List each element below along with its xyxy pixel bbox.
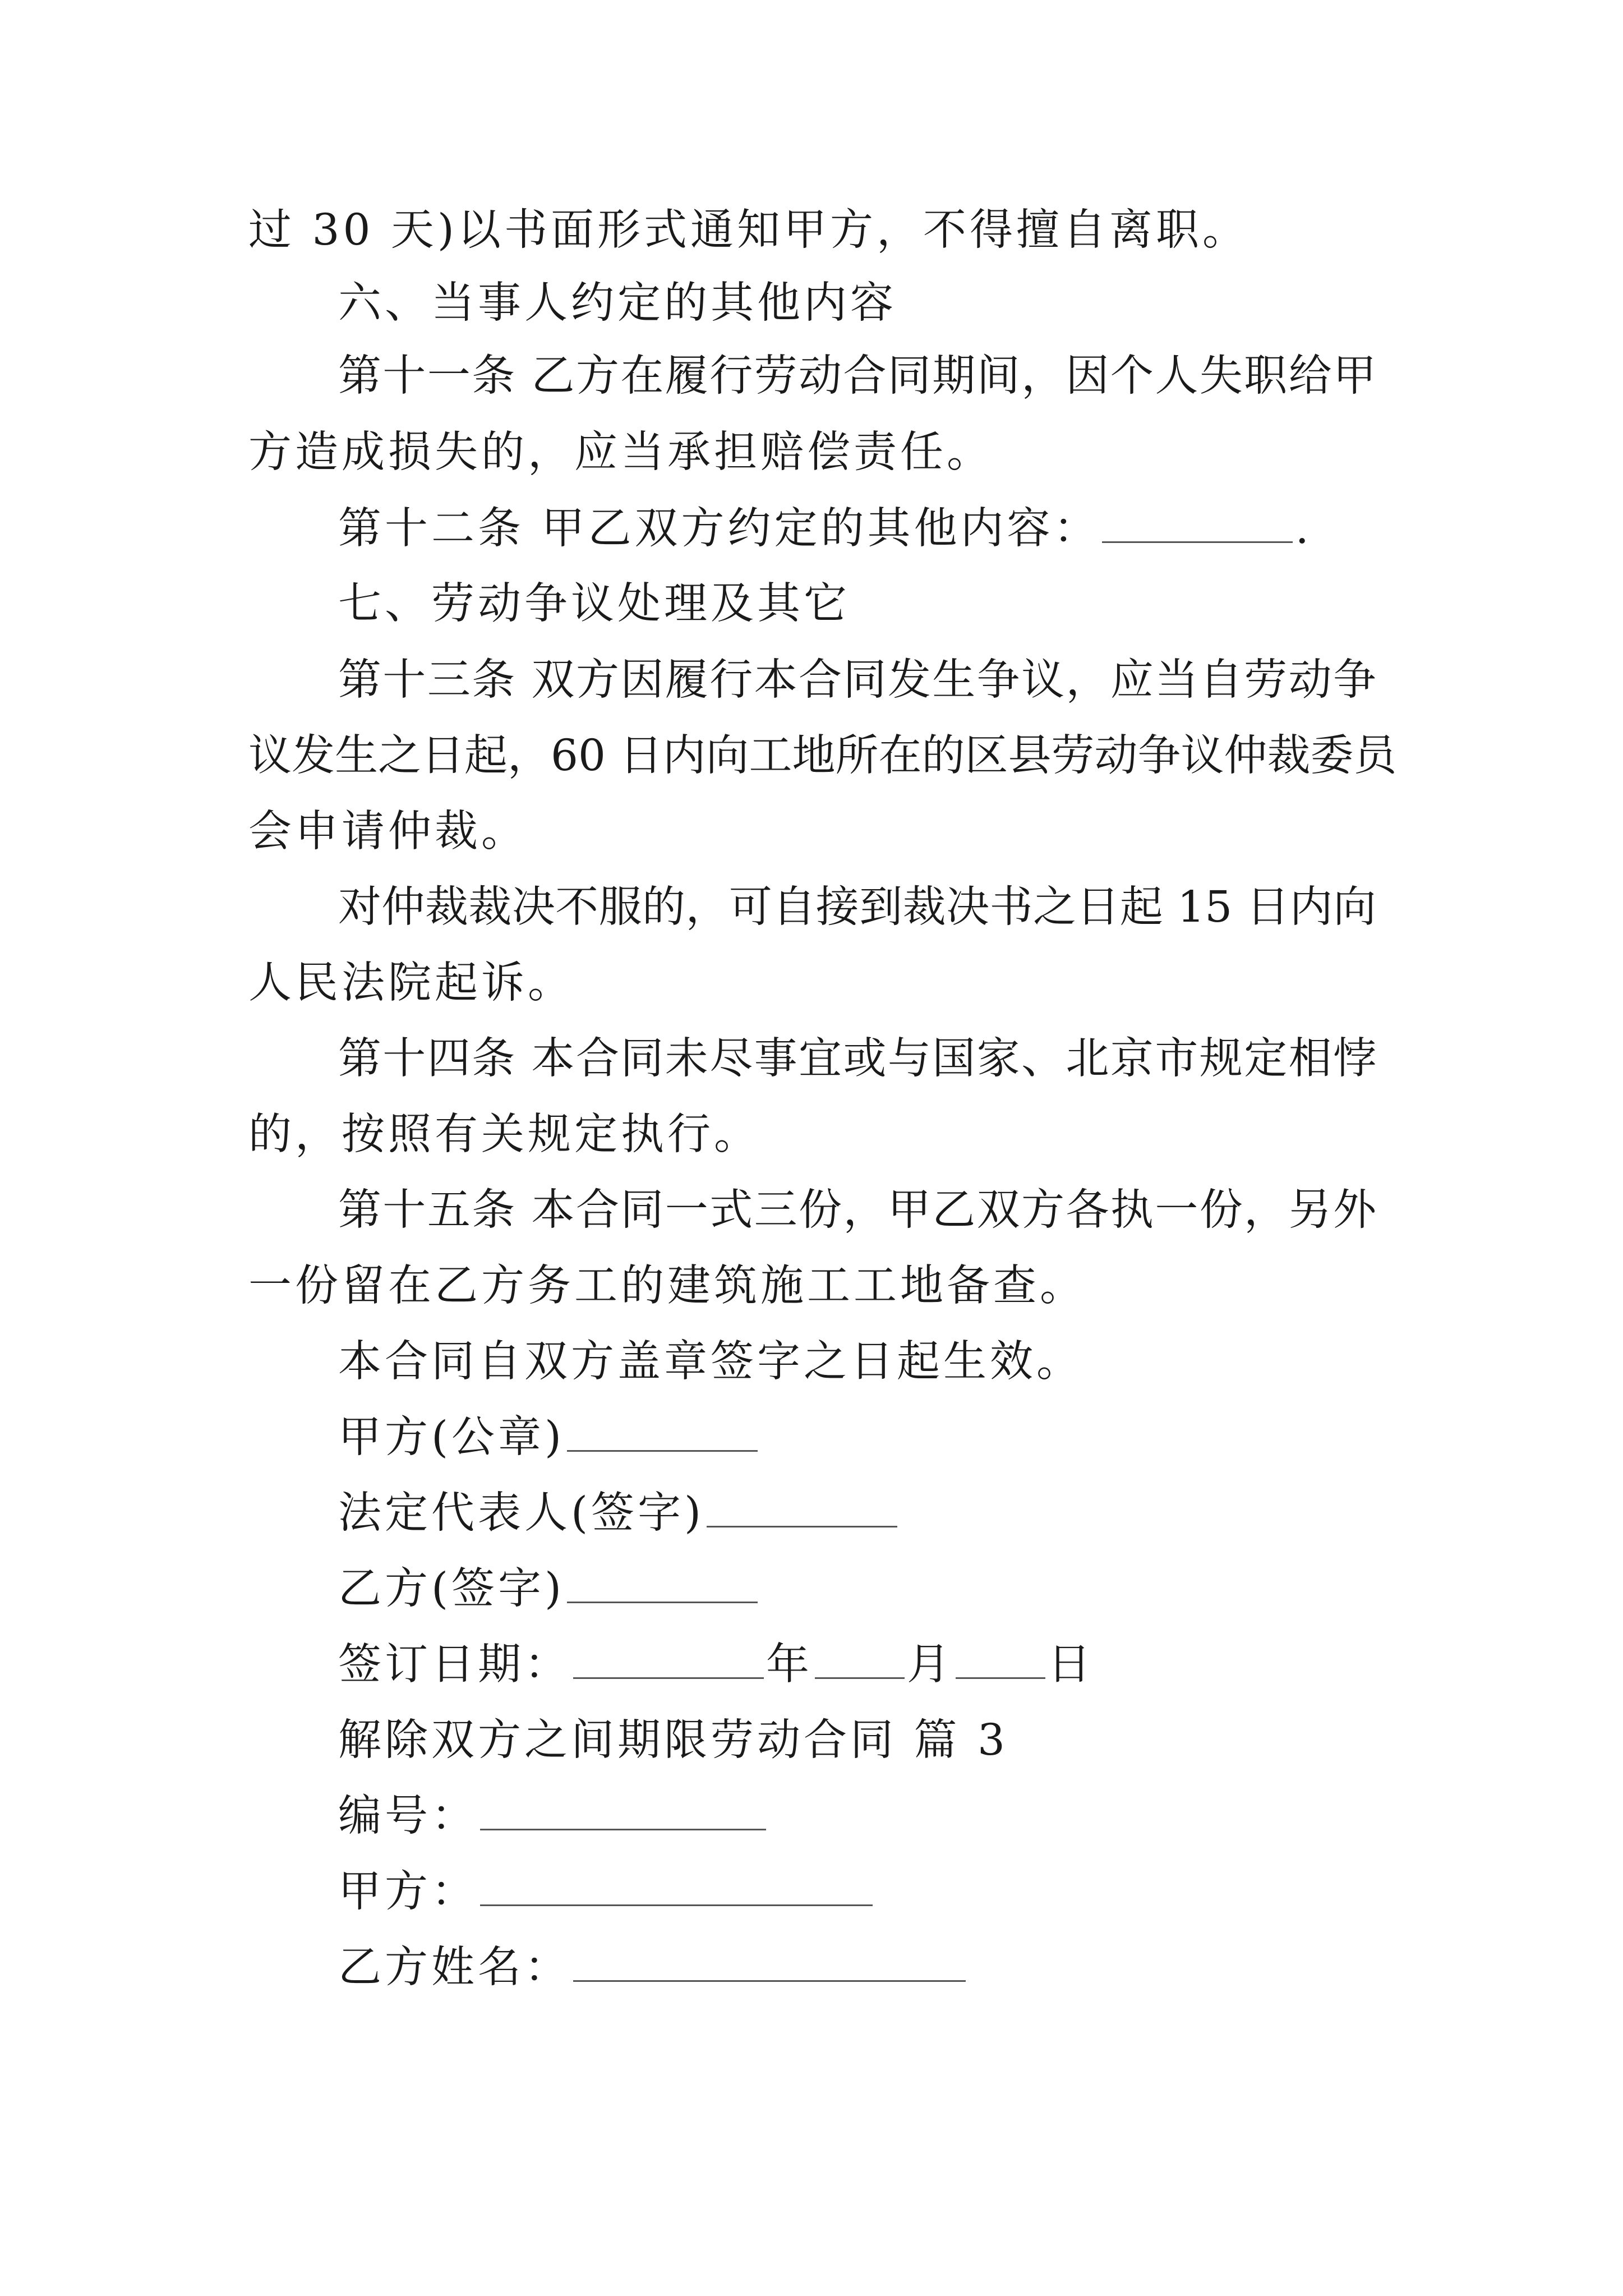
paragraph-line: 议发生之日起，60 日内向工地所在的区县劳动争议仲裁委员 xyxy=(248,731,1397,781)
section-heading: 七、劳动争议处理及其它 xyxy=(338,579,850,629)
party-a-seal-label: 甲方(公章) xyxy=(338,1412,565,1462)
day-blank xyxy=(956,1642,1045,1679)
paragraph-line: 第十三条 双方因履行本合同发生争议，应当自劳动争 xyxy=(338,655,1376,705)
signature-blank xyxy=(567,1415,758,1452)
party-b-sign-line xyxy=(338,1558,760,1620)
month-label: 月 xyxy=(907,1640,953,1690)
paragraph-line: 一份留在乙方务工的建筑施工工地备查。 xyxy=(248,1261,1086,1311)
month-blank xyxy=(815,1642,905,1679)
party-b-name-line xyxy=(338,1937,968,1999)
year-blank xyxy=(573,1642,764,1679)
section-heading: 六、当事人约定的其他内容 xyxy=(338,278,897,328)
day-label: 日 xyxy=(1048,1640,1094,1690)
signature-blank xyxy=(567,1567,758,1603)
party-b-name-label: 乙方姓名： xyxy=(338,1943,571,1993)
number-label: 编号： xyxy=(338,1791,478,1841)
paragraph-line: 会申请仲裁。 xyxy=(248,807,528,857)
signature-blank xyxy=(707,1491,897,1527)
paragraph-line: 对仲裁裁决不服的，可自接到裁决书之日起 15 日内向 xyxy=(338,882,1376,932)
party-b-name-blank xyxy=(573,1945,966,1982)
clause-12-text: 第十二条 甲乙双方约定的其他内容： xyxy=(338,504,1100,554)
party-a-blank xyxy=(480,1870,873,1906)
paragraph-line: 方造成损失的，应当承担赔偿责任。 xyxy=(248,427,993,477)
paragraph-line: 人民法院起诉。 xyxy=(248,958,574,1008)
clause-12-period: . xyxy=(1295,504,1312,554)
section-title: 解除双方之间期限劳动合同 篇 3 xyxy=(338,1715,1008,1765)
party-b-sign-label: 乙方(签字) xyxy=(338,1564,565,1614)
paragraph-line: 过 30 天)以书面形式通知甲方，不得擅自离职。 xyxy=(248,205,1249,255)
sign-date-line xyxy=(338,1634,1094,1696)
legal-rep-label: 法定代表人(签字) xyxy=(338,1488,705,1538)
year-label: 年 xyxy=(766,1640,813,1690)
sign-date-label: 签订日期： xyxy=(338,1640,571,1690)
party-a-line xyxy=(338,1861,875,1923)
paragraph-line: 第十一条 乙方在履行劳动合同期间，因个人失职给甲 xyxy=(338,351,1376,401)
paragraph-line: 本合同自双方盖章签字之日起生效。 xyxy=(338,1337,1083,1387)
party-a-label: 甲方： xyxy=(338,1867,478,1917)
paragraph-line: 第十四条 本合同未尽事宜或与国家、北京市规定相悖 xyxy=(338,1034,1376,1084)
number-line xyxy=(338,1786,768,1847)
legal-rep-line xyxy=(338,1483,900,1544)
fill-in-blank xyxy=(1102,507,1293,543)
paragraph-line: 第十五条 本合同一式三份，甲乙双方各执一份，另外 xyxy=(338,1185,1376,1235)
party-a-seal-line xyxy=(338,1407,760,1469)
paragraph-line: 的，按照有关规定执行。 xyxy=(248,1110,760,1159)
number-blank xyxy=(480,1794,766,1830)
clause-12-line xyxy=(338,498,1312,560)
